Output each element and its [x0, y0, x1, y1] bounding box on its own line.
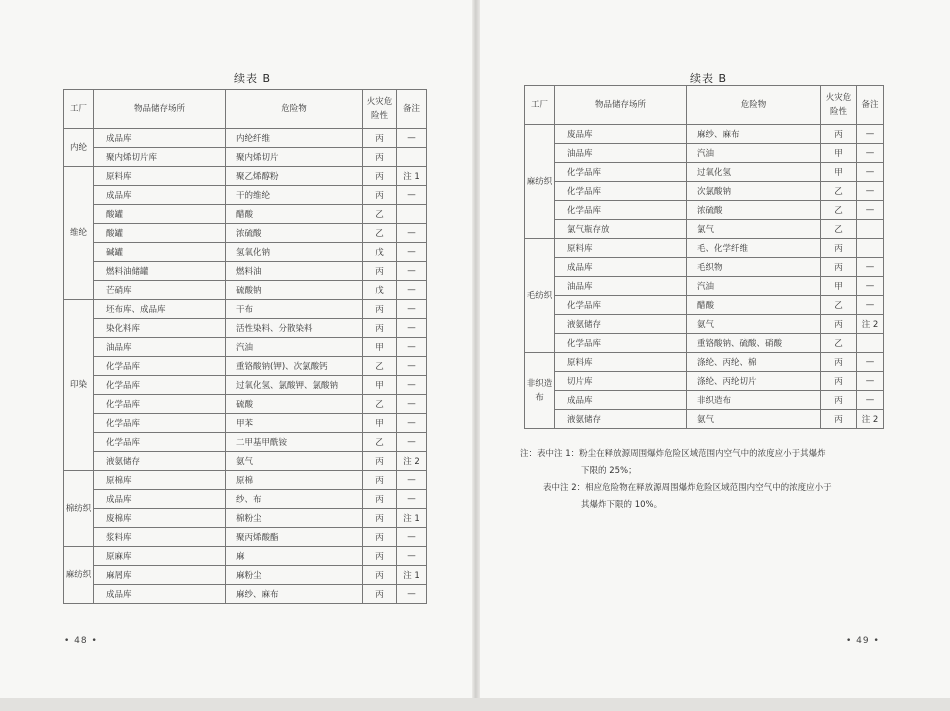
hazard-cell: 麻纱、麻布 — [687, 125, 821, 144]
factory-cell: 麻纺织 — [525, 125, 555, 239]
place-cell: 废品库 — [555, 125, 687, 144]
note-cell: — — [397, 433, 427, 452]
table-row — [64, 585, 427, 604]
header-hazard: 危险物 — [226, 90, 363, 129]
note-1-line-2: 下限的 25%； — [581, 466, 637, 476]
level-cell: 丙 — [363, 490, 397, 509]
level-cell: 乙 — [821, 296, 857, 315]
hazard-cell: 二甲基甲酰铵 — [226, 433, 363, 452]
note-cell: — — [397, 319, 427, 338]
note-cell: — — [857, 182, 884, 201]
note-cell: — — [397, 471, 427, 490]
note-cell — [857, 220, 884, 239]
place-cell: 成品库 — [94, 490, 226, 509]
place-cell: 成品库 — [555, 258, 687, 277]
level-cell: 丙 — [363, 186, 397, 205]
table-row — [64, 566, 427, 585]
level-cell: 乙 — [363, 205, 397, 224]
table-caption: 续表 B — [690, 72, 728, 85]
table-row — [525, 144, 884, 163]
place-cell: 染化料库 — [94, 319, 226, 338]
place-cell: 油品库 — [94, 338, 226, 357]
note-cell: — — [397, 224, 427, 243]
note-cell: — — [397, 338, 427, 357]
place-cell: 油品库 — [555, 144, 687, 163]
note-cell: — — [397, 585, 427, 604]
table-row — [525, 220, 884, 239]
table-row — [64, 547, 427, 566]
hazard-cell: 毛、化学纤维 — [687, 239, 821, 258]
table-row — [525, 201, 884, 220]
place-cell: 原料库 — [555, 353, 687, 372]
table-notes — [520, 446, 900, 514]
place-cell: 液氨储存 — [94, 452, 226, 471]
left-page — [0, 0, 472, 700]
level-cell: 丙 — [821, 353, 857, 372]
table-row — [525, 353, 884, 372]
table-row — [64, 395, 427, 414]
place-cell: 化学品库 — [555, 296, 687, 315]
place-cell: 坯布库、成品库 — [94, 300, 226, 319]
place-cell: 酸罐 — [94, 205, 226, 224]
place-cell: 化学品库 — [555, 182, 687, 201]
hazard-cell: 聚丙烯酸酯 — [226, 528, 363, 547]
table-row — [64, 452, 427, 471]
hazard-cell: 汽油 — [687, 144, 821, 163]
table-row — [525, 163, 884, 182]
hazard-table — [63, 89, 427, 604]
table-row — [64, 205, 427, 224]
hazard-cell: 涤纶、丙纶切片 — [687, 372, 821, 391]
level-cell: 丙 — [363, 509, 397, 528]
note-cell: 注 2 — [857, 315, 884, 334]
level-cell: 丙 — [363, 585, 397, 604]
table-row — [64, 148, 427, 167]
note-cell: — — [857, 296, 884, 315]
level-cell: 丙 — [821, 372, 857, 391]
hazard-table — [524, 85, 884, 429]
table-row — [64, 471, 427, 490]
header-hazard: 危险物 — [687, 86, 821, 125]
note-cell: 注 1 — [397, 167, 427, 186]
level-cell: 丙 — [363, 148, 397, 167]
level-cell: 戊 — [363, 243, 397, 262]
hazard-cell: 干的维纶 — [226, 186, 363, 205]
table-row — [525, 391, 884, 410]
level-cell: 甲 — [821, 277, 857, 296]
hazard-cell: 涤纶、丙纶、棉 — [687, 353, 821, 372]
hazard-cell: 汽油 — [687, 277, 821, 296]
hazard-cell: 醋酸 — [226, 205, 363, 224]
level-cell: 甲 — [363, 338, 397, 357]
note-cell: — — [397, 547, 427, 566]
table-row — [525, 410, 884, 429]
table-row — [525, 258, 884, 277]
note-cell: — — [397, 414, 427, 433]
factory-cell: 棉纺织 — [64, 471, 94, 547]
level-cell: 乙 — [363, 357, 397, 376]
note-cell: — — [397, 281, 427, 300]
hazard-cell: 重铬酸钠(钾)、次氯酸钙 — [226, 357, 363, 376]
table-row — [64, 528, 427, 547]
level-cell: 丙 — [363, 566, 397, 585]
level-cell: 戊 — [363, 281, 397, 300]
hazard-cell: 重铬酸钠、硫酸、硝酸 — [687, 334, 821, 353]
place-cell: 燃料油储罐 — [94, 262, 226, 281]
factory-cell: 麻纺织 — [64, 547, 94, 604]
table-row — [64, 186, 427, 205]
place-cell: 原料库 — [555, 239, 687, 258]
table-row — [64, 414, 427, 433]
header-note: 备注 — [397, 90, 427, 129]
note-cell — [857, 239, 884, 258]
table-row — [64, 490, 427, 509]
level-cell: 甲 — [821, 163, 857, 182]
table-row — [64, 357, 427, 376]
table-row — [525, 296, 884, 315]
hazard-cell: 次氯酸钠 — [687, 182, 821, 201]
note-cell: — — [397, 129, 427, 148]
note-cell: — — [857, 353, 884, 372]
place-cell: 成品库 — [94, 129, 226, 148]
hazard-cell: 聚乙烯醇粉 — [226, 167, 363, 186]
table-row — [64, 167, 427, 186]
note-cell: — — [857, 277, 884, 296]
place-cell: 原料库 — [94, 167, 226, 186]
note-cell — [857, 334, 884, 353]
level-cell: 丙 — [363, 528, 397, 547]
place-cell: 废棉库 — [94, 509, 226, 528]
note-2-line-1: 表中注 2：相应危险物在释放源周围爆炸危险区域范围内空气中的浓度应小于 — [543, 483, 832, 493]
level-cell: 乙 — [363, 395, 397, 414]
place-cell: 油品库 — [555, 277, 687, 296]
note-cell: 注 2 — [857, 410, 884, 429]
note-cell: — — [397, 357, 427, 376]
factory-cell: 维纶 — [64, 167, 94, 300]
hazard-cell: 干布 — [226, 300, 363, 319]
table-row — [64, 319, 427, 338]
note-cell: — — [397, 262, 427, 281]
level-cell: 丙 — [821, 391, 857, 410]
place-cell: 切片库 — [555, 372, 687, 391]
level-cell: 丙 — [821, 125, 857, 144]
level-cell: 乙 — [363, 224, 397, 243]
hazard-cell: 浓硫酸 — [226, 224, 363, 243]
header-place: 物品储存场所 — [94, 90, 226, 129]
place-cell: 化学品库 — [94, 357, 226, 376]
note-cell: — — [857, 144, 884, 163]
hazard-cell: 非织造布 — [687, 391, 821, 410]
place-cell: 化学品库 — [94, 433, 226, 452]
table-row — [64, 376, 427, 395]
hazard-cell: 麻纱、麻布 — [226, 585, 363, 604]
table-row — [64, 281, 427, 300]
place-cell: 麻屑库 — [94, 566, 226, 585]
hazard-cell: 过氧化氢 — [687, 163, 821, 182]
level-cell: 丙 — [821, 258, 857, 277]
hazard-cell: 醋酸 — [687, 296, 821, 315]
note-cell: — — [397, 490, 427, 509]
place-cell: 成品库 — [94, 186, 226, 205]
note-cell: — — [397, 243, 427, 262]
hazard-cell: 原棉 — [226, 471, 363, 490]
hazard-cell: 活性染料、分散染料 — [226, 319, 363, 338]
table-row — [64, 129, 427, 148]
table-row — [64, 433, 427, 452]
hazard-cell: 纱、布 — [226, 490, 363, 509]
note-cell: — — [857, 258, 884, 277]
place-cell: 芒硝库 — [94, 281, 226, 300]
table-row — [64, 224, 427, 243]
place-cell: 化学品库 — [94, 414, 226, 433]
place-cell: 碱罐 — [94, 243, 226, 262]
level-cell: 丙 — [363, 300, 397, 319]
header-place: 物品储存场所 — [555, 86, 687, 125]
hazard-cell: 内纶纤维 — [226, 129, 363, 148]
note-cell: — — [397, 376, 427, 395]
header-fire-level: 火灾危险性 — [363, 90, 397, 129]
note-cell: 注 1 — [397, 509, 427, 528]
level-cell: 丙 — [821, 315, 857, 334]
place-cell: 成品库 — [555, 391, 687, 410]
table-row — [525, 315, 884, 334]
hazard-cell: 氨气 — [687, 315, 821, 334]
factory-cell: 非织造布 — [525, 353, 555, 429]
table-row — [64, 338, 427, 357]
hazard-cell: 棉粉尘 — [226, 509, 363, 528]
level-cell: 乙 — [363, 433, 397, 452]
right-page — [480, 0, 950, 700]
hazard-cell: 聚内烯切片 — [226, 148, 363, 167]
level-cell: 丙 — [363, 167, 397, 186]
hazard-cell: 燃料油 — [226, 262, 363, 281]
hazard-cell: 氯气 — [687, 220, 821, 239]
hazard-cell: 过氧化氢、氯酸钾、氯酸钠 — [226, 376, 363, 395]
note-cell: — — [397, 395, 427, 414]
place-cell: 化学品库 — [555, 334, 687, 353]
place-cell: 原麻库 — [94, 547, 226, 566]
table-row — [525, 334, 884, 353]
table-row — [525, 277, 884, 296]
level-cell: 丙 — [363, 129, 397, 148]
place-cell: 聚内烯切片库 — [94, 148, 226, 167]
table-row — [525, 239, 884, 258]
factory-cell: 印染 — [64, 300, 94, 471]
place-cell: 化学品库 — [94, 376, 226, 395]
level-cell: 丙 — [363, 262, 397, 281]
place-cell: 氯气瓶存放 — [555, 220, 687, 239]
book-gutter — [472, 0, 480, 711]
place-cell: 浆料库 — [94, 528, 226, 547]
factory-cell: 内纶 — [64, 129, 94, 167]
hazard-cell: 硫酸 — [226, 395, 363, 414]
table-row — [525, 372, 884, 391]
header-factory: 工厂 — [64, 90, 94, 129]
level-cell: 丙 — [821, 410, 857, 429]
hazard-cell: 毛织物 — [687, 258, 821, 277]
level-cell: 乙 — [821, 220, 857, 239]
note-cell: 注 2 — [397, 452, 427, 471]
note-cell — [397, 205, 427, 224]
note-cell: — — [857, 125, 884, 144]
header-fire-level: 火灾危险性 — [821, 86, 857, 125]
table-row — [64, 300, 427, 319]
note-cell: 注 1 — [397, 566, 427, 585]
note-2-line-2: 其爆炸下限的 10%。 — [581, 500, 663, 510]
note-cell: — — [857, 391, 884, 410]
header-note: 备注 — [857, 86, 884, 125]
table-row — [64, 243, 427, 262]
table-header-row — [525, 86, 884, 125]
level-cell: 丙 — [363, 547, 397, 566]
table-row — [525, 182, 884, 201]
hazard-cell: 甲苯 — [226, 414, 363, 433]
note-cell: — — [397, 186, 427, 205]
place-cell: 原棉库 — [94, 471, 226, 490]
level-cell: 甲 — [821, 144, 857, 163]
page-number: • 48 • — [64, 636, 98, 646]
place-cell: 化学品库 — [555, 163, 687, 182]
level-cell: 丙 — [363, 452, 397, 471]
hazard-cell: 汽油 — [226, 338, 363, 357]
hazard-cell: 硫酸钠 — [226, 281, 363, 300]
table-caption: 续表 B — [234, 72, 272, 85]
place-cell: 化学品库 — [94, 395, 226, 414]
place-cell: 酸罐 — [94, 224, 226, 243]
level-cell: 丙 — [821, 239, 857, 258]
hazard-cell: 麻粉尘 — [226, 566, 363, 585]
place-cell: 液氨储存 — [555, 410, 687, 429]
place-cell: 成品库 — [94, 585, 226, 604]
note-cell: — — [857, 201, 884, 220]
header-factory: 工厂 — [525, 86, 555, 125]
note-cell: — — [857, 163, 884, 182]
place-cell: 化学品库 — [555, 201, 687, 220]
level-cell: 丙 — [363, 319, 397, 338]
level-cell: 乙 — [821, 334, 857, 353]
level-cell: 乙 — [821, 182, 857, 201]
table-row — [64, 262, 427, 281]
hazard-cell: 氨气 — [226, 452, 363, 471]
level-cell: 甲 — [363, 414, 397, 433]
hazard-cell: 氨气 — [687, 410, 821, 429]
table-row — [64, 509, 427, 528]
level-cell: 甲 — [363, 376, 397, 395]
hazard-cell: 浓硫酸 — [687, 201, 821, 220]
note-cell: — — [397, 528, 427, 547]
note-cell: — — [397, 300, 427, 319]
hazard-cell: 麻 — [226, 547, 363, 566]
hazard-cell: 氢氧化钠 — [226, 243, 363, 262]
note-cell — [397, 148, 427, 167]
page-number: • 49 • — [846, 636, 880, 646]
note-1-line-1: 注：表中注 1：粉尘在释放源周围爆炸危险区域范围内空气中的浓度应小于其爆炸 — [520, 449, 826, 459]
level-cell: 乙 — [821, 201, 857, 220]
note-cell: — — [857, 372, 884, 391]
factory-cell: 毛纺织 — [525, 239, 555, 353]
table-header-row — [64, 90, 427, 129]
place-cell: 液氨储存 — [555, 315, 687, 334]
table-row — [525, 125, 884, 144]
level-cell: 丙 — [363, 471, 397, 490]
